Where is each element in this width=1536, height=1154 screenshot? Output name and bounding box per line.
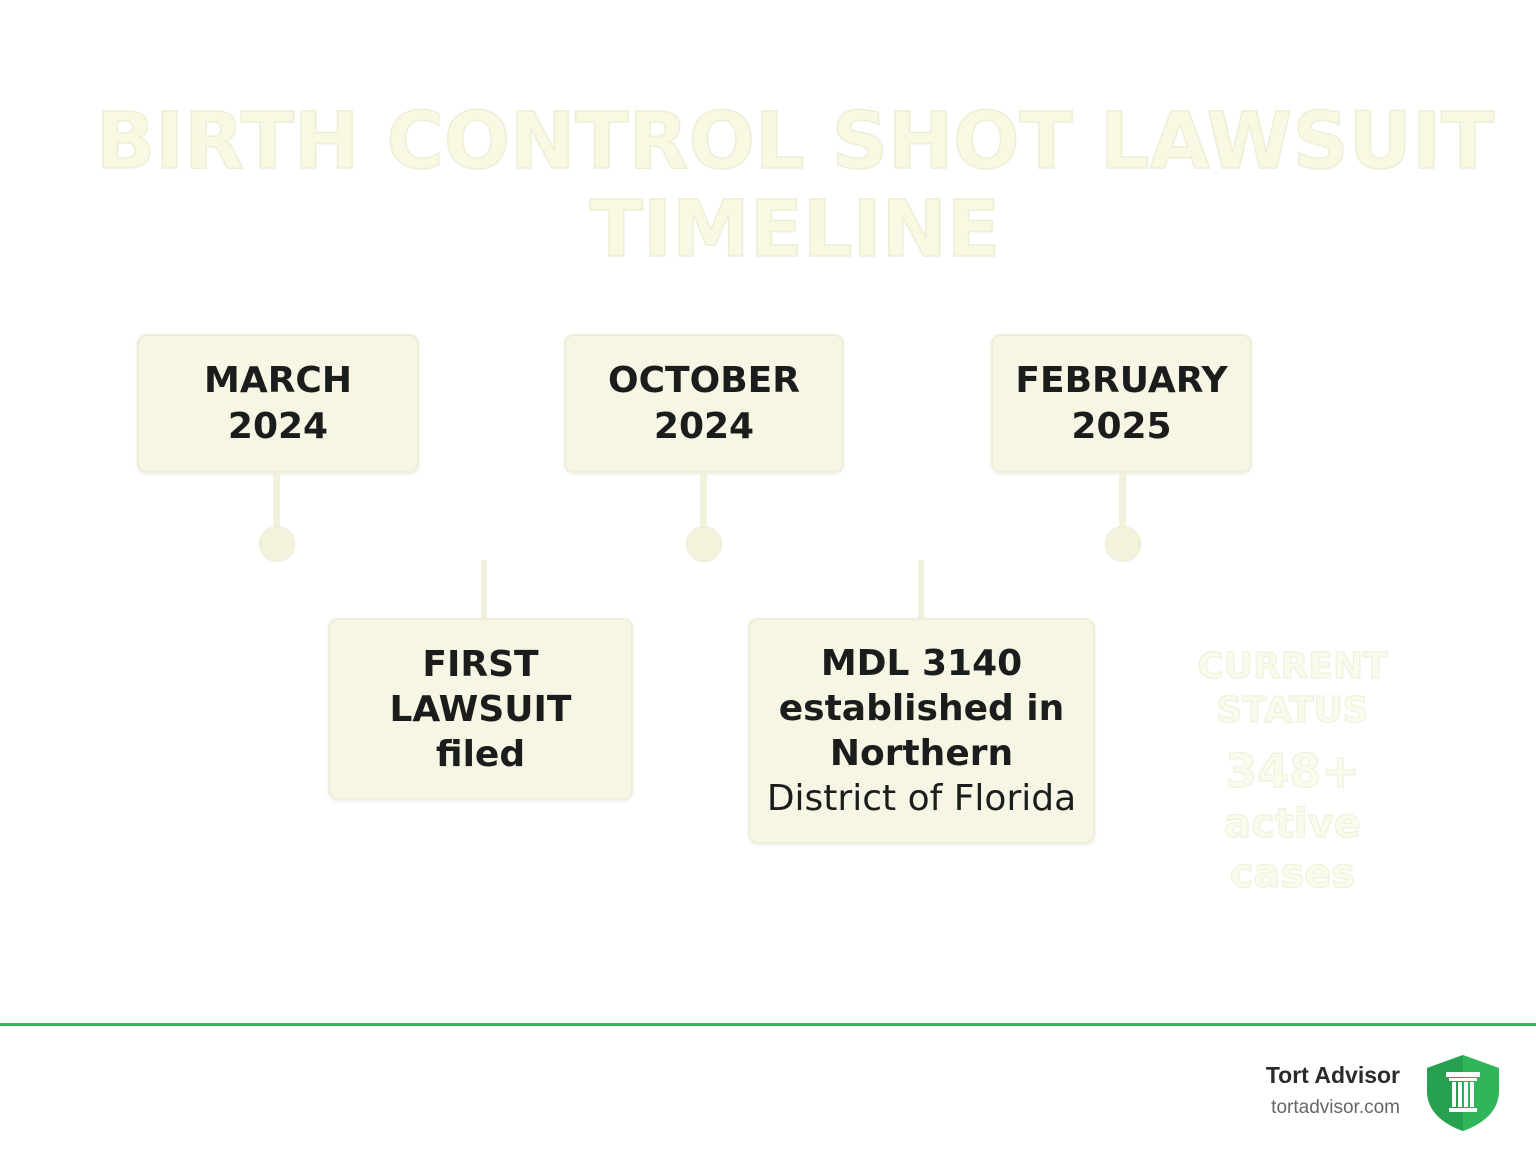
milestone-connector	[700, 473, 707, 529]
milestone-box-february-2025	[991, 334, 1252, 473]
event-line: filed	[435, 733, 526, 775]
milestone-month: OCTOBER	[608, 359, 800, 401]
milestone-month: MARCH	[204, 359, 352, 401]
status-desc-line-2: cases	[1229, 851, 1356, 897]
event-line: Northern	[829, 733, 1014, 774]
milestone-month: FEBRUARY	[1015, 359, 1228, 401]
status-count: 348+	[1225, 744, 1360, 798]
timeline-dot	[259, 526, 295, 562]
milestone-year: 2024	[227, 405, 329, 447]
page-title	[0, 98, 1536, 274]
status-label-line-2: STATUS	[1216, 690, 1369, 731]
current-status	[1190, 645, 1395, 899]
event-line: established in	[778, 688, 1065, 729]
event-line: District of Florida	[766, 778, 1077, 819]
milestone-box-october-2024	[564, 334, 844, 473]
status-label-line-1: CURRENT	[1197, 646, 1388, 687]
event-line: LAWSUIT	[389, 688, 572, 730]
brand-url: tortadvisor.com	[1271, 1097, 1400, 1118]
timeline-dot	[686, 526, 722, 562]
event-line: FIRST	[422, 643, 539, 685]
brand-name: Tort Advisor	[1265, 1062, 1400, 1088]
event-box-first-lawsuit	[328, 618, 633, 800]
milestone-year: 2024	[653, 405, 755, 447]
milestone-box-march-2024	[137, 334, 419, 473]
milestone-year: 2025	[1071, 405, 1172, 447]
event-connector	[918, 560, 924, 620]
milestone-connector	[273, 473, 280, 529]
shield-pillar-icon	[1423, 1053, 1503, 1133]
event-box-mdl-3140	[748, 618, 1095, 844]
status-desc-line-1: active	[1224, 801, 1361, 847]
event-line: MDL 3140	[820, 643, 1023, 684]
timeline-dot	[1105, 526, 1141, 562]
footer-divider	[0, 1023, 1536, 1026]
event-connector	[481, 560, 487, 620]
title-line-2: TIMELINE	[589, 185, 1001, 275]
milestone-connector	[1119, 473, 1126, 529]
title-line-1: BIRTH CONTROL SHOT LAWSUIT	[95, 97, 1495, 187]
